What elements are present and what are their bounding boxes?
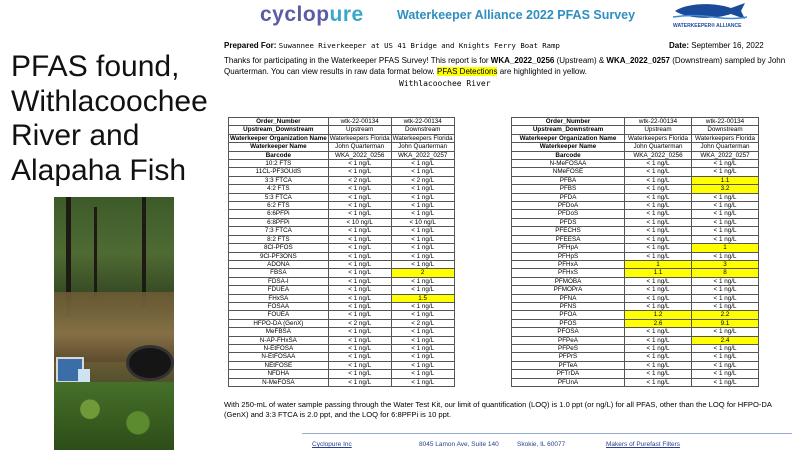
upstream-value: < 1 ng/L <box>625 202 692 210</box>
header-value: WKA_2022_0257 <box>391 151 454 159</box>
upstream-value: < 1 ng/L <box>328 328 391 336</box>
upstream-value: < 1 ng/L <box>328 277 391 285</box>
upstream-value: < 1 ng/L <box>625 378 692 386</box>
compound-name: N-AP-FHxSA <box>229 336 329 344</box>
compound-name: PFECHS <box>512 227 625 235</box>
downstream-value: < 1 ng/L <box>391 328 454 336</box>
compound-name: FOUEA <box>229 311 329 319</box>
table-row <box>512 269 759 277</box>
results-table-right <box>511 117 759 387</box>
upstream-value: < 1 ng/L <box>328 378 391 386</box>
compound-name: PFNA <box>512 294 625 302</box>
compound-name: 11CL-PF3OUdS <box>229 168 329 176</box>
footer-tagline-link[interactable]: Makers of Purefast Filters <box>606 441 681 448</box>
downstream-value: < 1 ng/L <box>391 260 454 268</box>
table-row <box>229 193 455 201</box>
header-label: Waterkeeper Name <box>512 143 625 151</box>
downstream-value: < 2 ng/L <box>391 319 454 327</box>
table-row <box>229 319 455 327</box>
report-date: Date: September 16, 2022 <box>669 41 764 50</box>
upstream-value: < 2 ng/L <box>328 319 391 327</box>
compound-name: 8:2 FTS <box>229 235 329 243</box>
pfas-report <box>222 0 800 450</box>
header-value: Upstream <box>625 126 692 134</box>
upstream-value: < 1 ng/L <box>328 244 391 252</box>
compound-name: N-MeFOSAA <box>512 160 625 168</box>
table-row <box>229 269 455 277</box>
upstream-value: 2.6 <box>625 319 692 327</box>
downstream-value: < 1 ng/L <box>391 252 454 260</box>
header-row <box>512 151 759 159</box>
upstream-value: < 1 ng/L <box>625 185 692 193</box>
compound-name: FDSA-I <box>229 277 329 285</box>
footer-company-link[interactable]: Cyclopure Inc <box>312 441 352 448</box>
header-row <box>512 143 759 151</box>
table-row <box>512 176 759 184</box>
table-row <box>512 302 759 310</box>
header-row <box>229 126 455 134</box>
compound-name: PFEESA <box>512 235 625 243</box>
fish-icon <box>673 2 747 20</box>
downstream-value: < 2 ng/L <box>391 176 454 184</box>
table-row <box>229 176 455 184</box>
compound-name: PFPrS <box>512 353 625 361</box>
header-value: John Quarterman <box>328 143 391 151</box>
table-row <box>512 193 759 201</box>
sample-bucket <box>126 345 174 381</box>
downstream-value: 3 <box>692 260 759 268</box>
header-label: Barcode <box>229 151 329 159</box>
table-row <box>229 302 455 310</box>
footer-city: Skokie, IL 60077 <box>517 441 566 448</box>
downstream-value: < 1 ng/L <box>692 286 759 294</box>
compound-name: 9Cl-PF3ONS <box>229 252 329 260</box>
table-row <box>229 160 455 168</box>
table-row <box>512 260 759 268</box>
upstream-value: < 1 ng/L <box>328 302 391 310</box>
header-row <box>229 134 455 142</box>
compound-name: N-EtFOSA <box>229 344 329 352</box>
header-value: John Quarterman <box>625 143 692 151</box>
downstream-value: < 1 ng/L <box>692 302 759 310</box>
upstream-value: < 1 ng/L <box>328 311 391 319</box>
header-value: Waterkeepers Florida <box>692 134 759 142</box>
upstream-value: < 1 ng/L <box>328 336 391 344</box>
cyclopure-logo: cyclopure <box>260 3 364 26</box>
header-row <box>512 126 759 134</box>
upstream-value: < 1 ng/L <box>625 210 692 218</box>
downstream-value: < 1 ng/L <box>391 302 454 310</box>
downstream-value: < 1 ng/L <box>692 218 759 226</box>
upstream-value: < 1 ng/L <box>328 227 391 235</box>
upstream-value: < 1 ng/L <box>625 176 692 184</box>
upstream-value: 1.2 <box>625 311 692 319</box>
table-row <box>512 336 759 344</box>
downstream-value: 2.2 <box>692 311 759 319</box>
downstream-value: < 1 ng/L <box>692 202 759 210</box>
header-value: Waterkeepers Florida <box>625 134 692 142</box>
downstream-value: 9.1 <box>692 319 759 327</box>
header-label: Barcode <box>512 151 625 159</box>
upstream-value: < 1 ng/L <box>328 260 391 268</box>
table-row <box>512 353 759 361</box>
downstream-value: < 1 ng/L <box>391 244 454 252</box>
upstream-value: < 1 ng/L <box>625 160 692 168</box>
downstream-value: < 1 ng/L <box>391 193 454 201</box>
table-row <box>229 244 455 252</box>
header-value: WKA_2022_0256 <box>328 151 391 159</box>
upstream-value: < 1 ng/L <box>328 193 391 201</box>
footer-address: 8045 Lamon Ave, Suite 140 <box>419 441 499 448</box>
header-value: wtk-22-00134 <box>692 118 759 126</box>
table-row <box>229 286 455 294</box>
table-row <box>512 202 759 210</box>
header-value: WKA_2022_0256 <box>625 151 692 159</box>
prepared-for: Prepared For: Suwannee Riverkeeper at US 41 Bridge and Knights Ferry Boat Ramp <box>224 41 560 50</box>
header-label: Order_Number <box>512 118 625 126</box>
header-row <box>229 151 455 159</box>
footer-divider <box>302 433 792 434</box>
compound-name: FOSAA <box>229 302 329 310</box>
table-row <box>229 218 455 226</box>
compound-name: 6:8PFPi <box>229 218 329 226</box>
compound-name: HFPO-DA (GenX) <box>229 319 329 327</box>
upstream-value: < 1 ng/L <box>625 286 692 294</box>
upstream-value: < 1 ng/L <box>625 168 692 176</box>
intro-text: Thanks for participating in the Waterkeeper PFAS Survey! This report is for WKA_2022_0256 (Upstream) & WKA_2022_0257 (Downstream) sampled by John Quarterman. You can view results in raw data format below. PFAS Detections are highlighted in yellow. <box>224 56 786 76</box>
compound-name: PFUnA <box>512 378 625 386</box>
downstream-value: < 1 ng/L <box>692 227 759 235</box>
compound-name: PFHpA <box>512 244 625 252</box>
downstream-value: < 1 ng/L <box>692 344 759 352</box>
header-row <box>229 143 455 151</box>
table-row <box>229 168 455 176</box>
downstream-value: < 1 ng/L <box>692 294 759 302</box>
table-row <box>512 319 759 327</box>
compound-name: PFHpS <box>512 252 625 260</box>
downstream-value: < 1 ng/L <box>692 361 759 369</box>
downstream-value: < 1 ng/L <box>391 336 454 344</box>
compound-name: 5:3 FTCA <box>229 193 329 201</box>
header-label: Waterkeeper Name <box>229 143 329 151</box>
header-label: Waterkeeper Organization Name <box>512 134 625 142</box>
downstream-value: < 1 ng/L <box>692 328 759 336</box>
table-row <box>512 361 759 369</box>
table-row <box>229 370 455 378</box>
table-row <box>512 244 759 252</box>
downstream-value: < 1 ng/L <box>692 160 759 168</box>
table-row <box>512 168 759 176</box>
upstream-value: < 1 ng/L <box>625 302 692 310</box>
downstream-value: 1 <box>692 244 759 252</box>
results-table-left <box>228 117 455 387</box>
upstream-value: < 2 ng/L <box>328 176 391 184</box>
upstream-value: < 1 ng/L <box>625 235 692 243</box>
compound-name: 8Cl-PFOS <box>229 244 329 252</box>
downstream-value: 1.5 <box>391 294 454 302</box>
downstream-value: < 1 ng/L <box>692 370 759 378</box>
downstream-value: < 1 ng/L <box>391 160 454 168</box>
table-row <box>229 344 455 352</box>
compound-name: PFNS <box>512 302 625 310</box>
downstream-value: < 1 ng/L <box>692 277 759 285</box>
upstream-value: < 1 ng/L <box>625 227 692 235</box>
header-value: wtk-22-00134 <box>625 118 692 126</box>
downstream-value: < 1 ng/L <box>391 353 454 361</box>
upstream-value: < 10 ng/L <box>328 218 391 226</box>
table-row <box>512 294 759 302</box>
table-row <box>229 227 455 235</box>
compound-name: PFBA <box>512 176 625 184</box>
survey-title: Waterkeeper Alliance 2022 PFAS Survey <box>397 8 636 22</box>
header-value: John Quarterman <box>692 143 759 151</box>
downstream-value: < 1 ng/L <box>391 286 454 294</box>
header-label: Waterkeeper Organization Name <box>230 134 327 142</box>
downstream-value: 8 <box>692 269 759 277</box>
upstream-value: < 1 ng/L <box>328 353 391 361</box>
compound-name: 6:6PFPi <box>229 210 329 218</box>
downstream-value: < 1 ng/L <box>391 210 454 218</box>
compound-name: N-MeFOSA <box>229 378 329 386</box>
downstream-value: < 1 ng/L <box>391 344 454 352</box>
upstream-value: < 1 ng/L <box>625 344 692 352</box>
header-value: John Quarterman <box>391 143 454 151</box>
compound-name: MeFBSA <box>229 328 329 336</box>
downstream-value: < 1 ng/L <box>391 235 454 243</box>
compound-name: PFBS <box>512 185 625 193</box>
upstream-value: < 1 ng/L <box>328 235 391 243</box>
header-value: Upstream <box>328 126 391 134</box>
upstream-value: < 1 ng/L <box>625 193 692 201</box>
downstream-value: < 1 ng/L <box>692 235 759 243</box>
compound-name: PFDoS <box>512 210 625 218</box>
table-row <box>512 286 759 294</box>
table-row <box>229 353 455 361</box>
table-row <box>512 328 759 336</box>
downstream-value: < 1 ng/L <box>692 210 759 218</box>
table-row <box>229 252 455 260</box>
compound-name: FHxSA <box>229 294 329 302</box>
upstream-value: < 1 ng/L <box>328 269 391 277</box>
table-row <box>512 370 759 378</box>
table-row <box>229 210 455 218</box>
upstream-value: < 1 ng/L <box>625 277 692 285</box>
table-row <box>512 185 759 193</box>
header-label: Order_Number <box>229 118 329 126</box>
upstream-value: < 1 ng/L <box>625 294 692 302</box>
compound-name: PFPeA <box>512 336 625 344</box>
downstream-value: 3.2 <box>692 185 759 193</box>
compound-name: NMeFOSE <box>512 168 625 176</box>
compound-name: NEtFOSE <box>229 361 329 369</box>
header-row <box>512 134 759 142</box>
header-row <box>512 118 759 126</box>
header-label: Upstream_Downstream <box>229 126 329 134</box>
header-value: wtk-22-00134 <box>391 118 454 126</box>
table-row <box>512 378 759 386</box>
table-row <box>229 235 455 243</box>
upstream-value: < 1 ng/L <box>625 218 692 226</box>
compound-name: PFHxA <box>512 260 625 268</box>
compound-name: PFDS <box>512 218 625 226</box>
downstream-value: < 1 ng/L <box>391 277 454 285</box>
compound-name: 7:3 FTCA <box>229 227 329 235</box>
header-value: Downstream <box>391 126 454 134</box>
table-row <box>512 252 759 260</box>
upstream-value: < 1 ng/L <box>328 210 391 218</box>
table-row <box>229 378 455 386</box>
upstream-value: < 1 ng/L <box>328 286 391 294</box>
header-label: Upstream_Downstream <box>512 126 625 134</box>
table-row <box>229 294 455 302</box>
river-label: Withlacoochee River <box>399 79 491 88</box>
upstream-value: < 1 ng/L <box>328 252 391 260</box>
table-row <box>229 202 455 210</box>
compound-name: FBSA <box>229 269 329 277</box>
compound-name: PFMOBA <box>512 277 625 285</box>
header-value: wtk-22-00134 <box>328 118 391 126</box>
downstream-value: < 1 ng/L <box>391 378 454 386</box>
downstream-value: < 1 ng/L <box>692 353 759 361</box>
upstream-value: < 1 ng/L <box>328 370 391 378</box>
downstream-value: 2.4 <box>692 336 759 344</box>
waterkeeper-alliance-logo: WATERKEEPER® ALLIANCE <box>665 2 755 32</box>
loq-note: With 250-mL of water sample passing through the Water Test Kit, our limit of quantification (LOQ) is 1.0 ppt (or ng/L) for all PFAS, other than the LOQ for HFPO-DA (GenX) and 3:3 FTCA is 2.0 ppt, and the LOQ for 6:8PFPi is 10 ppt. <box>224 400 772 419</box>
upstream-value: < 1 ng/L <box>328 294 391 302</box>
upstream-value: 1.1 <box>625 269 692 277</box>
header-value: Downstream <box>692 126 759 134</box>
table-row <box>229 336 455 344</box>
downstream-value: < 1 ng/L <box>391 370 454 378</box>
compound-name: 10:2 FTS <box>229 160 329 168</box>
upstream-value: < 1 ng/L <box>625 370 692 378</box>
downstream-value: < 1 ng/L <box>692 168 759 176</box>
upstream-value: < 1 ng/L <box>625 353 692 361</box>
downstream-value: < 1 ng/L <box>391 202 454 210</box>
upstream-value: < 1 ng/L <box>328 344 391 352</box>
upstream-value: < 1 ng/L <box>625 252 692 260</box>
compound-name: PFHxS <box>512 269 625 277</box>
compound-name: N-EtFOSAA <box>229 353 329 361</box>
upstream-value: < 1 ng/L <box>328 202 391 210</box>
upstream-value: < 1 ng/L <box>328 160 391 168</box>
downstream-value: < 10 ng/L <box>391 218 454 226</box>
downstream-value: < 1 ng/L <box>391 168 454 176</box>
downstream-value: < 1 ng/L <box>692 378 759 386</box>
upstream-value: < 1 ng/L <box>625 328 692 336</box>
header-value: Waterkeepers Florida <box>329 134 390 142</box>
compound-name: FDUEA <box>229 286 329 294</box>
compound-name: PFOA <box>512 311 625 319</box>
header-row <box>229 118 455 126</box>
table-row <box>229 185 455 193</box>
compound-name: ADONA <box>229 260 329 268</box>
downstream-value: < 1 ng/L <box>391 227 454 235</box>
compound-name: PFMOPrA <box>512 286 625 294</box>
compound-name: PFTeA <box>512 361 625 369</box>
table-row <box>512 311 759 319</box>
compound-name: 6:2 FTS <box>229 202 329 210</box>
header-value: Waterkeepers Florida <box>392 134 453 142</box>
upstream-value: < 1 ng/L <box>625 361 692 369</box>
table-row <box>512 277 759 285</box>
compound-name: PFOSA <box>512 328 625 336</box>
compound-name: 4:2 FTS <box>229 185 329 193</box>
downstream-value: < 1 ng/L <box>692 193 759 201</box>
downstream-value: < 1 ng/L <box>391 361 454 369</box>
table-row <box>512 344 759 352</box>
table-row <box>512 227 759 235</box>
table-row <box>512 218 759 226</box>
river-photo <box>54 197 174 450</box>
downstream-value: < 1 ng/L <box>391 311 454 319</box>
table-row <box>229 311 455 319</box>
upstream-value: < 1 ng/L <box>328 185 391 193</box>
upstream-value: < 1 ng/L <box>328 168 391 176</box>
table-row <box>229 328 455 336</box>
compound-name: PFPeS <box>512 344 625 352</box>
table-row <box>229 361 455 369</box>
compound-name: PFTrDA <box>512 370 625 378</box>
header-value: WKA_2022_0257 <box>692 151 759 159</box>
upstream-value: < 1 ng/L <box>625 244 692 252</box>
downstream-value: < 1 ng/L <box>391 185 454 193</box>
slide-title: PFAS found, Withlacoochee River and Alapaha Fish <box>11 50 208 187</box>
downstream-value: 1.1 <box>692 176 759 184</box>
compound-name: PFOS <box>512 319 625 327</box>
downstream-value: 2 <box>391 269 454 277</box>
compound-name: NFDHA <box>229 370 329 378</box>
compound-name: PFDoA <box>512 202 625 210</box>
table-row <box>512 160 759 168</box>
table-row <box>512 210 759 218</box>
table-row <box>229 277 455 285</box>
table-row <box>229 260 455 268</box>
upstream-value: < 1 ng/L <box>328 361 391 369</box>
upstream-value: < 1 ng/L <box>625 336 692 344</box>
table-row <box>512 235 759 243</box>
upstream-value: 1 <box>625 260 692 268</box>
compound-name: 3:3 FTCA <box>229 176 329 184</box>
downstream-value: < 1 ng/L <box>692 252 759 260</box>
compound-name: PFDA <box>512 193 625 201</box>
